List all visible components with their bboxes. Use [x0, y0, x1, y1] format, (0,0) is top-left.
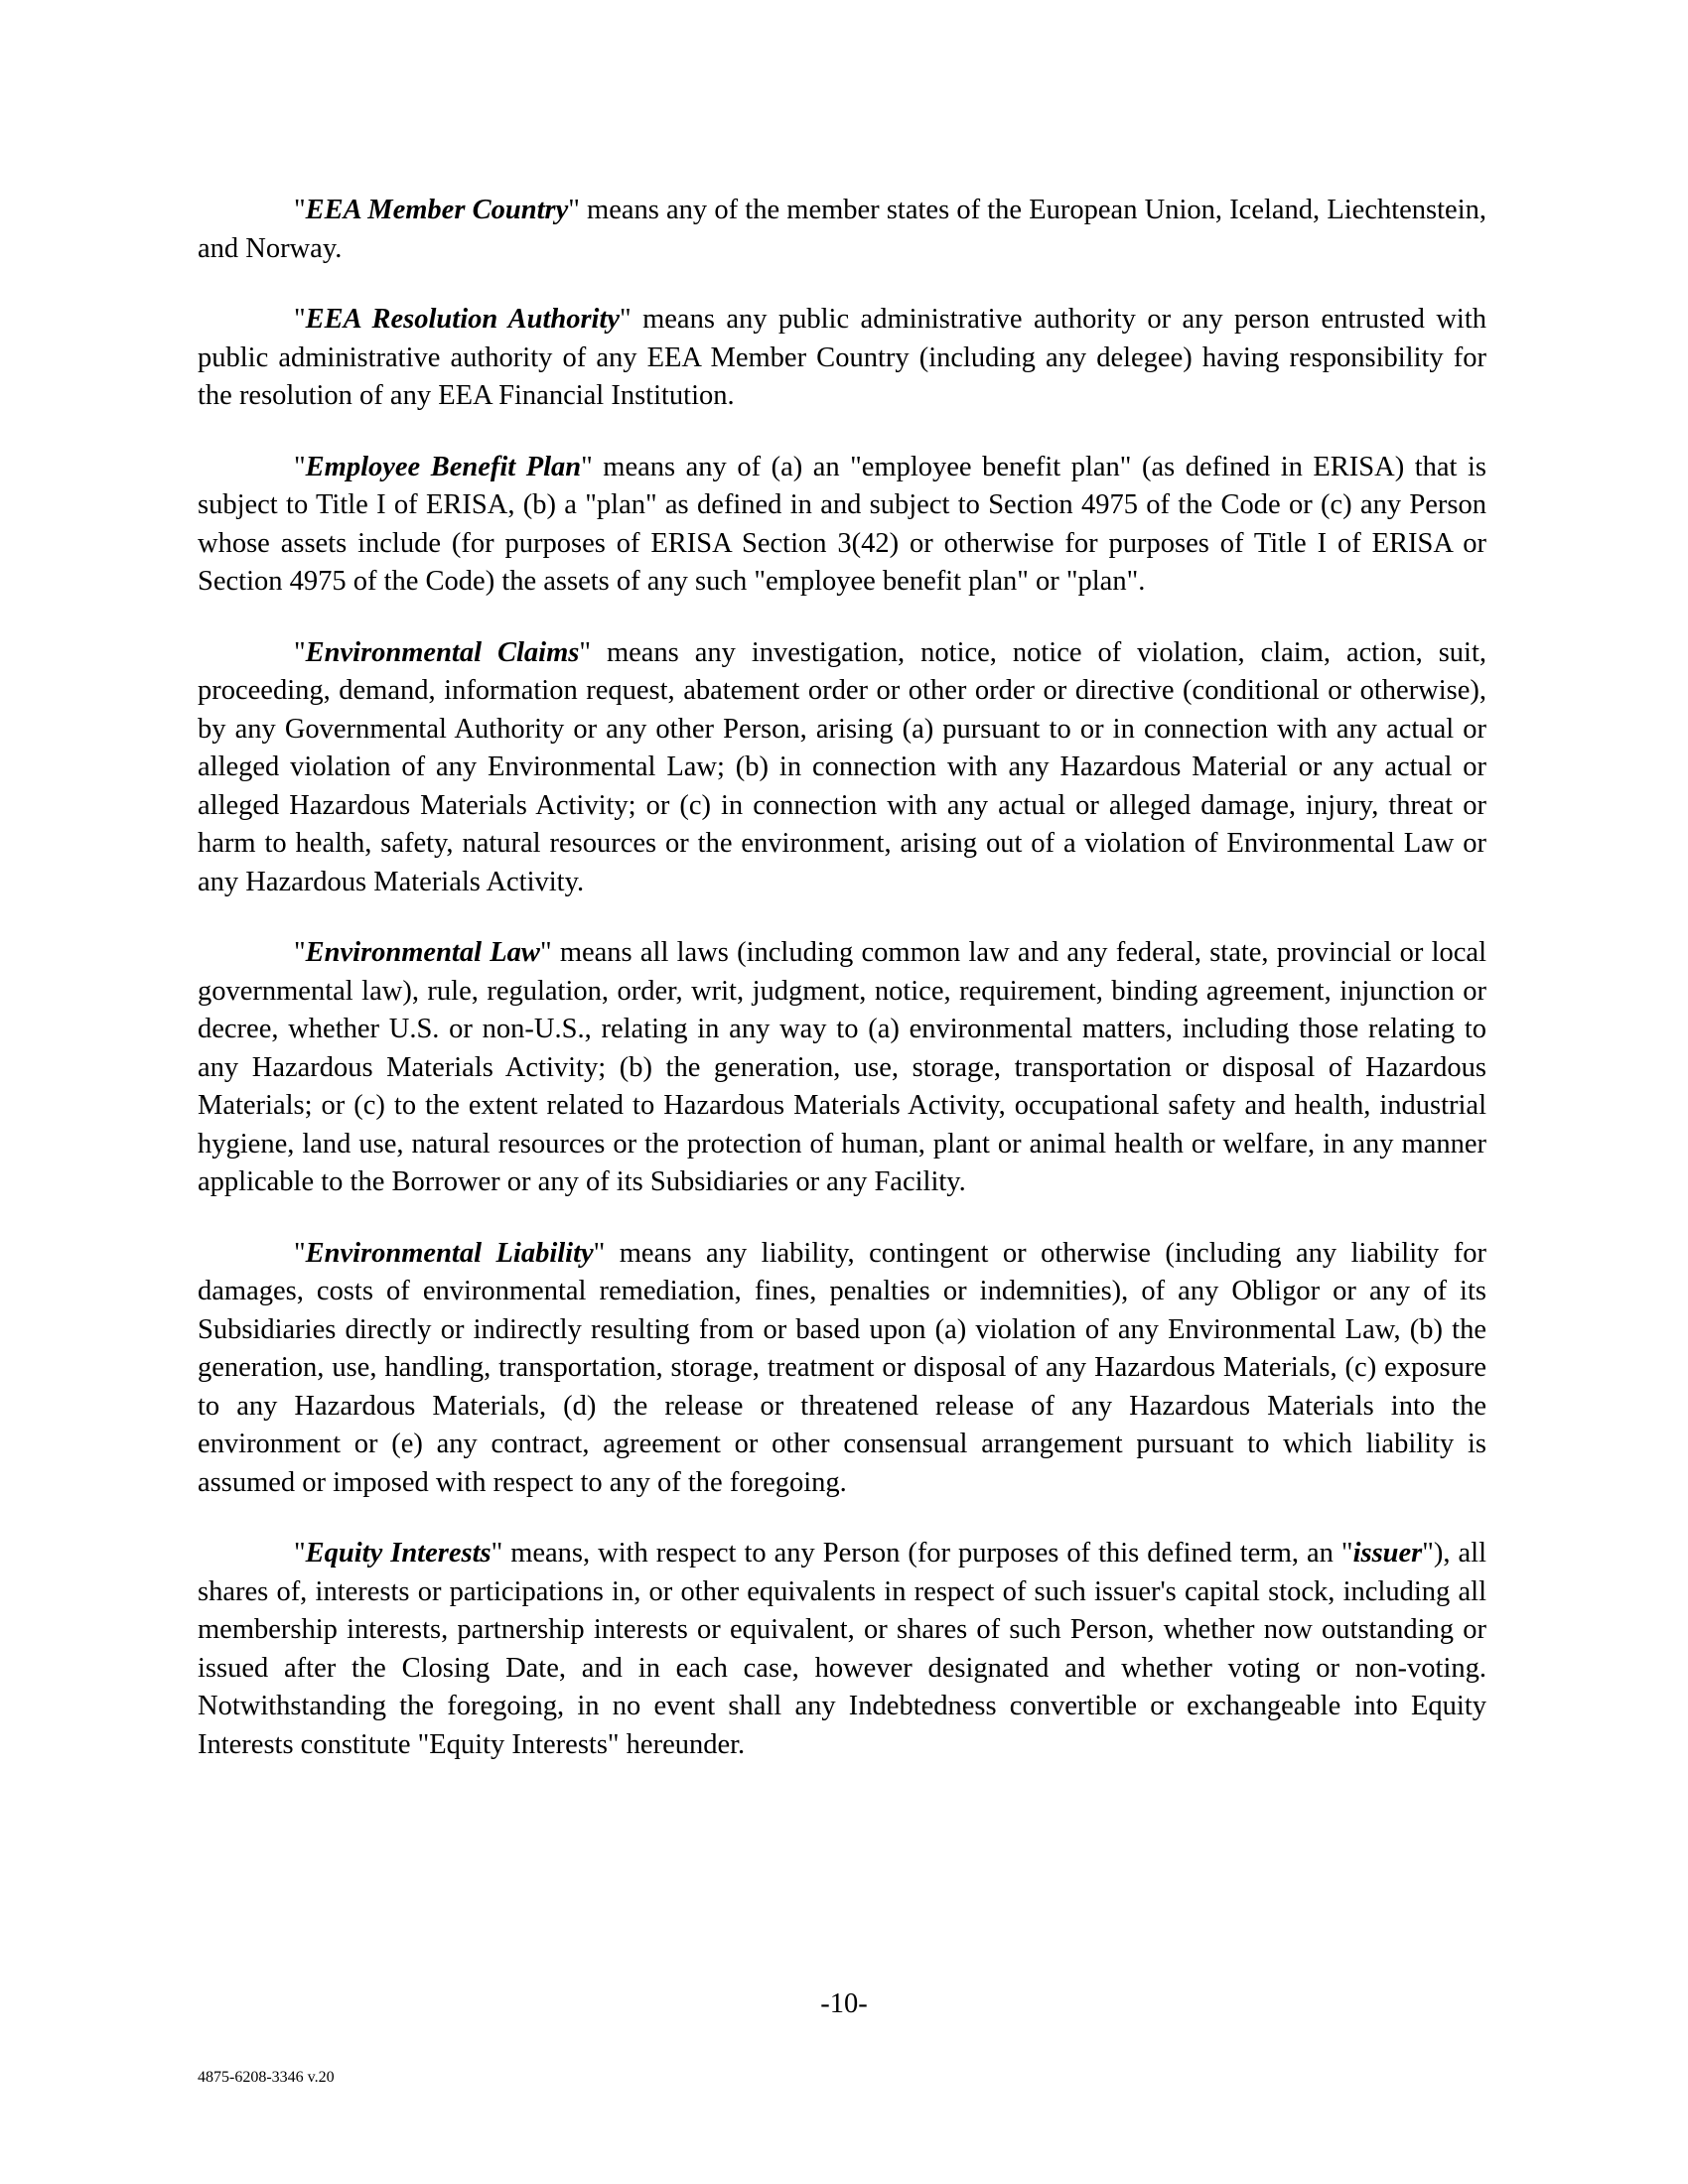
defined-term: Equity Interests: [305, 1538, 492, 1569]
defined-term: EEA Member Country: [305, 195, 569, 225]
definition-text: " means any of the member states of the European Union, Iceland, Liechtenstein, and Norway.: [198, 195, 1486, 264]
document-id: 4875-6208-3346 v.20: [198, 2069, 335, 2086]
definition-environmental-law: "Environmental Law" means all laws (including common law and any federal, state, provincial or local governmental law), rule, regulation, order, writ, judgment, notice, requirement, binding agreement, injunction or decree, whether U.S. or non-U.S., relating in any way to (a) environmental matters, including those relating to any Hazardous Materials Activity; (b) the generation, use, storage, transportation or disposal of Hazardous Materials; or (c) to the extent related to Hazardous Materials Activity, occupational safety and health, industrial hygiene, land use, natural resources or the protection of human, plant or animal health or welfare, in any manner applicable to the Borrower or any of its Subsidiaries or any Facility.: [198, 937, 1486, 1197]
defined-term: Environmental Claims: [305, 636, 580, 668]
definition-text: " means any investigation, notice, notice of violation, claim, action, suit, proceeding, demand, information request, abatement order or other order or directive (conditional or otherwise), by any Governmental Authority or any other Person, arising (a) pursuant to or in connection with any actual or alleged violation of any Environmental Law; (b) in connection with any Hazardous Material or any actual or alleged Hazardous Materials Activity; or (c) in connection with any actual or alleged damage, injury, threat or harm to health, safety, natural resources or the environment, arising out of a violation of Environmental Law or any Hazardous Materials Activity.: [198, 636, 1486, 897]
definition-text: " means all laws (including common law and any federal, state, provincial or local governmental law), rule, regulation, order, writ, judgment, notice, requirement, binding agreement, injunction or decree, whether U.S. or non-U.S., relating in any way to (a) environmental matters, including those relating to any Hazardous Materials Activity; (b) the generation, use, storage, transportation or disposal of Hazardous Materials; or (c) to the extent related to Hazardous Materials Activity, occupational safety and health, industrial hygiene, land use, natural resources or the protection of human, plant or animal health or welfare, in any manner applicable to the Borrower or any of its Subsidiaries or any Facility.: [198, 937, 1486, 1197]
definition-text: " means, with respect to any Person (for purposes of this defined term, an ": [491, 1538, 1353, 1569]
page-number: -10-: [820, 1988, 868, 2019]
defined-term: Environmental Liability: [305, 1237, 594, 1269]
definition-text: " means any liability, contingent or otherwise (including any liability for damages, costs of environmental remediation, fines, penalties or indemnities), of any Obligor or any of its Subsidiaries directly or indirectly resulting from or based upon (a) violation of any Environmental Law, (b) the generation, use, handling, transportation, storage, treatment or disposal of any Hazardous Materials, (c) exposure to any Hazardous Materials, (d) the release or threatened release of any Hazardous Materials into the environment or (e) any contract, agreement or other consensual arrangement pursuant to which liability is assumed or imposed with respect to any of the foregoing.: [198, 1237, 1486, 1498]
definition-eea-resolution-authority: "EEA Resolution Authority" means any public administrative authority or any person entrusted with public administrative authority of any EEA Member Country (including any delegee) having responsibility for the resolution of any EEA Financial Institution.: [198, 304, 1486, 411]
defined-term: Employee Benefit Plan: [305, 451, 582, 482]
definition-employee-benefit-plan: "Employee Benefit Plan" means any of (a) an "employee benefit plan" (as defined in ERISA) that is subject to Title I of ERISA, (b) a "plan" as defined in and subject to Section 4975 of the Code or (c) any Person whose assets include (for purposes of ERISA Section 3(42) or otherwise for purposes of Title I of ERISA or Section 4975 of the Code) the assets of any such "employee benefit plan" or "plan".: [198, 451, 1487, 597]
definition-text: " means any public administrative authority or any person entrusted with public administrative authority of any EEA Member Country (including any delegee) having responsibility for the resolution of any EEA Financial Institution.: [198, 304, 1486, 411]
definition-environmental-liability: "Environmental Liability" means any liability, contingent or otherwise (including any liability for damages, costs of environmental remediation, fines, penalties or indemnities), of any Obligor or any of its Subsidiaries directly or indirectly resulting from or based upon (a) violation of any Environmental Law, (b) the generation, use, handling, transportation, storage, treatment or disposal of any Hazardous Materials, (c) exposure to any Hazardous Materials, (d) the release or threatened release of any Hazardous Materials into the environment or (e) any contract, agreement or other consensual arrangement pursuant to which liability is assumed or imposed with respect to any of the foregoing.: [198, 1237, 1486, 1498]
definition-eea-member-country: "EEA Member Country" means any of the member states of the European Union, Iceland, Liechtenstein, and Norway.: [198, 195, 1486, 264]
definition-text: " means any of (a) an "employee benefit plan" (as defined in ERISA) that is subject to Title I of ERISA, (b) a "plan" as defined in and subject to Section 4975 of the Code or (c) any Person whose assets include (for purposes of ERISA Section 3(42) or otherwise for purposes of Title I of ERISA or Section 4975 of the Code) the assets of any such "employee benefit plan" or "plan".: [198, 451, 1487, 597]
definition-equity-interests: "Equity Interests" means, with respect to any Person (for purposes of this defined term, an "issuer"), all shares of, interests or participations in, or other equivalents in respect of such issuer's capital stock, including all membership interests, partnership interests or equivalent, or shares of such Person, whether now outstanding or issued after the Closing Date, and in each case, however designated and whether voting or non-voting. Notwithstanding the foregoing, in no event shall any Indebtedness convertible or exchangeable into Equity Interests constitute "Equity Interests" hereunder.: [198, 1538, 1486, 1760]
definitions-section: [198, 192, 1486, 1797]
defined-term: Environmental Law: [305, 937, 540, 968]
defined-term: EEA Resolution Authority: [305, 304, 621, 335]
definition-environmental-claims: "Environmental Claims" means any investigation, notice, notice of violation, claim, action, suit, proceeding, demand, information request, abatement order or other order or directive (conditional or otherwise), by any Governmental Authority or any other Person, arising (a) pursuant to or in connection with any actual or alleged violation of any Environmental Law; (b) in connection with any Hazardous Material or any actual or alleged Hazardous Materials Activity; or (c) in connection with any actual or alleged damage, injury, threat or harm to health, safety, natural resources or the environment, arising out of a violation of Environmental Law or any Hazardous Materials Activity.: [198, 636, 1486, 897]
definition-text: "), all shares of, interests or participations in, or other equivalents in respect of such issuer's capital stock, including all membership interests, partnership interests or equivalent, or shares of such Person, whether now outstanding or issued after the Closing Date, and in each case, however designated and whether voting or non-voting. Notwithstanding the foregoing, in no event shall any Indebtedness convertible or exchangeable into Equity Interests constitute "Equity Interests" hereunder.: [198, 1538, 1486, 1760]
defined-subterm: issuer: [1352, 1538, 1423, 1569]
